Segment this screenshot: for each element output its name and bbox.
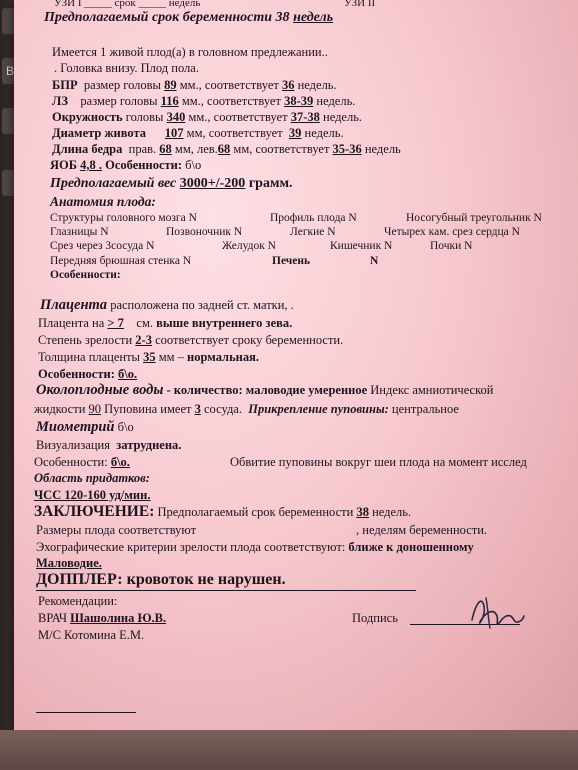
placenta-line-2: Плацента на > 7 см. выше внутреннего зева. [38, 316, 293, 330]
bottom-blank-line [36, 712, 136, 713]
femur-length-line: Длина бедра прав. 68 мм, лев.68 мм, соответствует 35-36 недель [52, 142, 401, 156]
estimated-weight-line: Предполагаемый вес 3000+/-200 грамм. [50, 176, 293, 191]
placenta-line-5: Особенности: б\о. [38, 367, 138, 381]
adnexa-line: Область придатков: [34, 471, 150, 485]
ultrasound-report-sheet [14, 0, 578, 730]
conclusion-line-1: ЗАКЛЮЧЕНИЕ: Предполагаемый срок беременности 38 недель. [34, 503, 412, 520]
conclusion-line-2: Размеры плода соответствуют , неделям беременности. [36, 523, 488, 537]
head-circumference-line: Окружность головы 340 мм., соответствует 37-38 недель. [52, 110, 363, 124]
myometrium-line: Миометрий б\о [36, 419, 134, 435]
abdomen-diameter-line: Диаметр живота 107 мм, соответствует 39 недель. [52, 126, 344, 140]
heart-rate-line: ЧСС 120-160 уд/мин. [34, 488, 151, 502]
header-cut-line: УЗИ I _____ срок _____ недель [54, 0, 201, 9]
header-cut-right: УЗИ II [344, 0, 376, 9]
anatomy-row-2: Глазницы N Позвоночник N Легкие N Четырех кам. срез сердца N [50, 226, 520, 238]
conclusion-line-4: Маловодие. [36, 556, 102, 570]
doctor-line: ВРАЧ Шашолина Ю.В. [38, 611, 167, 625]
amniotic-line-1: Околоплодные воды - количество: маловодие умеренное Индекс амниотической [36, 382, 494, 398]
nurse-line: М/С Котомина Е.М. [38, 628, 145, 642]
anatomy-row-4: Передняя брюшная стенка N Печень N [50, 255, 379, 267]
yaob-line: ЯОБ 4,8 . Особенности: б\о [50, 158, 202, 172]
conclusion-line-3: Эхографические критерии зрелости плода соответствуют: ближе к доношенному [36, 540, 474, 554]
fetus-line-2: . Головка внизу. Плод пола. [54, 61, 199, 75]
keyboard-key-b: B [2, 58, 18, 84]
recommendations-line: Рекомендации: [38, 594, 118, 608]
report-title: Предполагаемый срок беременности 38 недель [44, 10, 334, 25]
placenta-line-1: Плацента расположена по задней ст. матки, . [40, 297, 294, 313]
doppler-line: ДОППЛЕР: кровоток не нарушен. [36, 571, 286, 588]
myometrium-features-line: Особенности: б\о. Обвитие пуповины вокруг шеи плода на момент исслед [34, 455, 527, 469]
anatomy-title: Анатомия плода: [50, 194, 156, 209]
placenta-line-4: Толщина плаценты 35 мм – нормальная. [38, 350, 260, 364]
anatomy-features: Особенности: [50, 269, 121, 281]
anatomy-row-3: Срез через 3сосуда N Желудок N Кишечник N Почки N [50, 240, 473, 252]
visualization-line: Визуализация затруднена. [36, 438, 182, 452]
doppler-underline [36, 590, 416, 591]
anatomy-row-1: Структуры головного мозга N Профиль плода N Носогубный треугольник N [50, 212, 542, 224]
amniotic-line-2: жидкости 90 Пуповина имеет 3 сосуда. Прикрепление пуповины: центральное [34, 402, 459, 416]
placenta-line-3: Степень зрелости 2-3 соответствует сроку беременности. [38, 333, 344, 347]
handwritten-signature [466, 592, 528, 634]
fetus-line-1: Имеется 1 живой плод(а) в головном предлежании.. [52, 45, 328, 59]
desk-surface [0, 730, 578, 770]
bpr-line: БПР размер головы 89 мм., соответствует 36 недель. [52, 78, 337, 92]
lz-line: ЛЗ размер головы 116 мм., соответствует 38-39 недель. [52, 94, 356, 108]
signature-label: Подпись [352, 611, 398, 625]
